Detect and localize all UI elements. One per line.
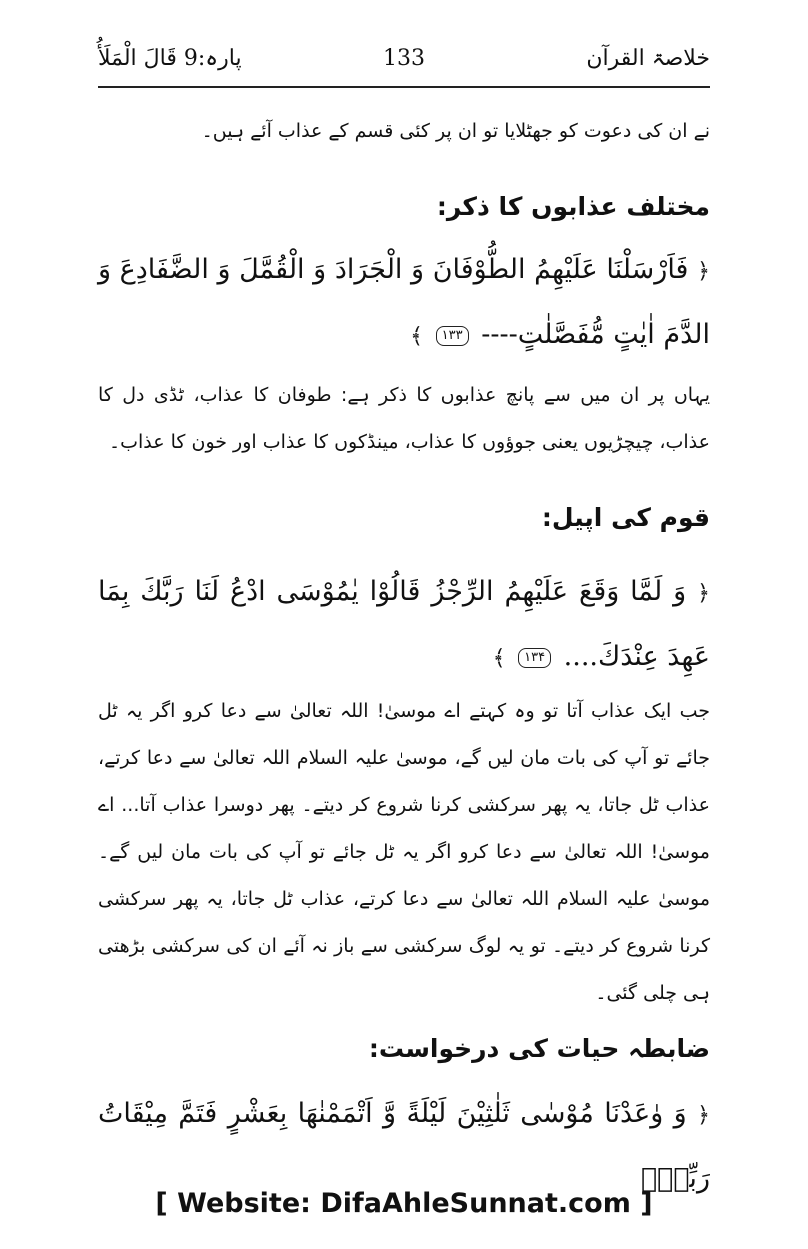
ayah-text: وَ لَمَّا وَقَعَ عَلَيْهِمُ الرِّجْزُ قَالُوْا يٰمُوْسَى ادْعُ لَنَا رَبَّكَ بِمَا عَهِدَ عِنْدَكَ.... — [98, 576, 710, 672]
explanation-2: جب ایک عذاب آتا تو وہ کہتے اے موسیٰ! اللہ تعالیٰ سے دعا کرو اگر یہ ٹل جائے تو آپ کی بات مان لیں گے، موسیٰ علیہ السلام اللہ تعالیٰ سے دعا کرتے، عذاب ٹل جاتا، یہ پھر سرکشی کرنا شروع کر دیتے۔ پھر دوسرا عذاب آتا... اے موسیٰ! اللہ تعالیٰ سے دعا کرو اگر یہ ٹل جائے تو آپ کی بات مان لیں گے۔ موسیٰ علیہ السلام اللہ تعالیٰ سے دعا کرتے، عذاب ٹل جاتا، یہ پھر سرکشی کرنا شروع کر دیتے۔ تو یہ لوگ سرکشی سے باز نہ آئے ان کی سرکشی بڑھتی ہی چلی گئی۔ — [98, 700, 710, 1004]
ayah-open-bracket: ﴿ — [697, 259, 710, 284]
website-footer: [ Website: DifaAhleSunnat.com ] — [155, 1188, 653, 1219]
page-header — [98, 40, 710, 88]
ayah-reference: ۱۳۴ — [518, 648, 551, 668]
ayah-block-2 — [98, 560, 710, 690]
ayah-text: وَ وٰعَدْنَا مُوْسٰى ثَلٰثِيْنَ لَيْلَةً وَّ اَتْمَمْنٰهَا بِعَشْرٍ فَتَمَّ مِيْقَاتُ رَبِّهٖٓ — [98, 1098, 710, 1194]
section-heading-1: مختلف عذابوں کا ذکر: — [436, 192, 710, 221]
ayah-open-bracket: ﴿ — [697, 1103, 710, 1128]
ayah-reference: ۱۳۳ — [436, 326, 469, 346]
ayah-text: فَاَرْسَلْنَا عَلَيْهِمُ الطُّوْفَانَ وَ الْجَرَادَ وَ الْقُمَّلَ وَ الضَّفَادِعَ وَ الدَّمَ اٰيٰتٍ مُّفَصَّلٰتٍ---- — [98, 254, 710, 350]
section-heading-2: قوم کی اپیل: — [541, 503, 710, 532]
ayah-block-1 — [98, 238, 710, 368]
explanation-1: یہاں پر ان میں سے پانچ عذابوں کا ذکر ہے: طوفان کا عذاب، ٹڈی دل کا عذاب، چیچڑیوں یعنی جوؤوں کا عذاب، مینڈکوں کا عذاب اور خون کا عذاب۔ — [98, 384, 710, 453]
intro-line: نے ان کی دعوت کو جھٹلایا تو ان پر کئی قسم کے عذاب آئے ہیں۔ — [201, 120, 710, 142]
ayah-open-bracket: ﴿ — [697, 581, 710, 606]
para-label: پارہ:9 قَالَ الْمَلَأُ — [98, 46, 242, 71]
section-heading-3: ضابطہ حیات کی درخواست: — [368, 1034, 710, 1063]
ayah-close-bracket: ﴾ — [492, 646, 506, 671]
ayah-close-bracket: ﴾ — [410, 324, 424, 349]
book-title: خلاصۃ القرآن — [586, 46, 710, 71]
page-number: 133 — [383, 46, 425, 71]
